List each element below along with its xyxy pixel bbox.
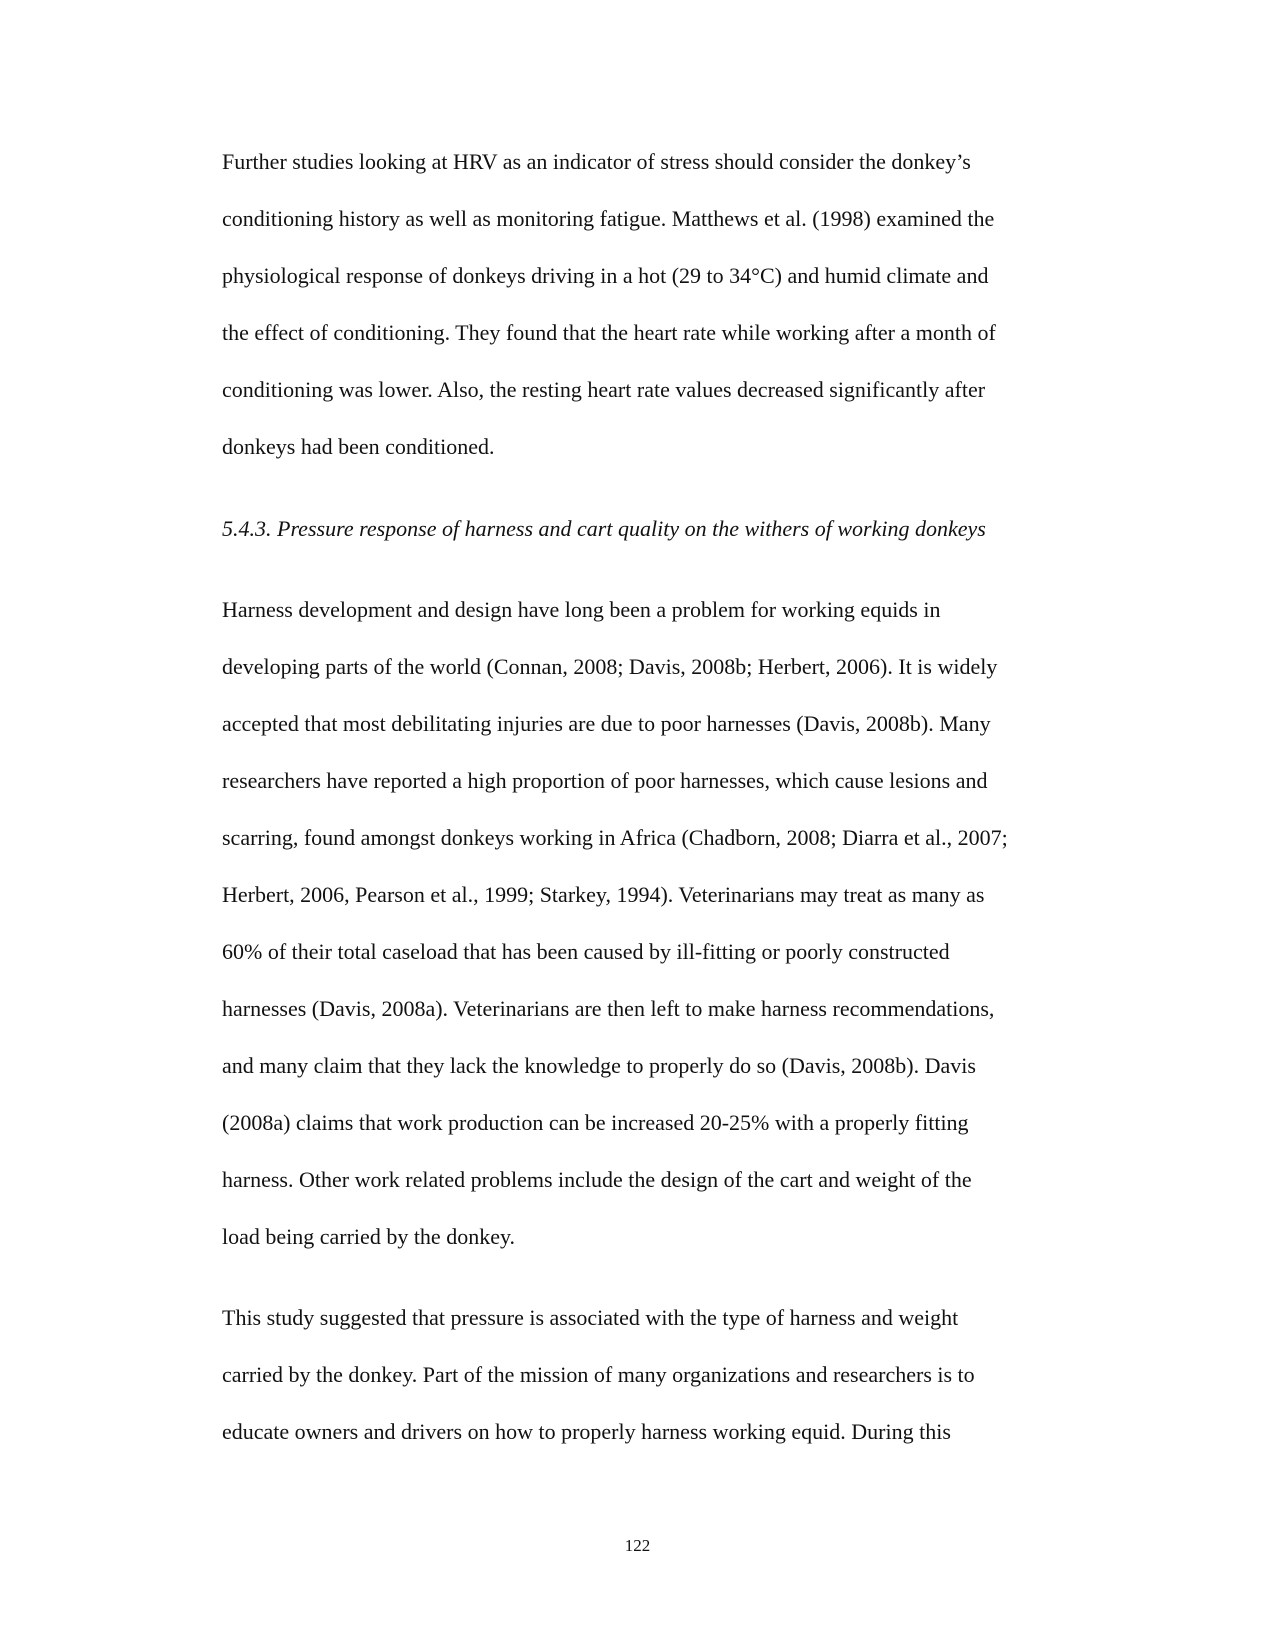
- text-line: the effect of conditioning. They found that the heart rate while working after a month of: [222, 320, 996, 345]
- text-line: harnesses (Davis, 2008a). Veterinarians are then left to make harness recommendations,: [222, 996, 995, 1021]
- text-line: Further studies looking at HRV as an indicator of stress should consider the donkey’s: [222, 149, 971, 174]
- text-line: carried by the donkey. Part of the mission of many organizations and researchers is to: [222, 1362, 975, 1387]
- text-line: harness. Other work related problems include the design of the cart and weight of the: [222, 1167, 972, 1192]
- text-line: 60% of their total caseload that has been caused by ill-fitting or poorly constructed: [222, 939, 950, 964]
- text-line: conditioning history as well as monitoring fatigue. Matthews et al. (1998) examined the: [222, 206, 995, 231]
- text-line: and many claim that they lack the knowledge to properly do so (Davis, 2008b). Davis: [222, 1053, 976, 1078]
- text-line: developing parts of the world (Connan, 2008; Davis, 2008b; Herbert, 2006). It is widely: [222, 654, 998, 679]
- text-line: Herbert, 2006, Pearson et al., 1999; Starkey, 1994). Veterinarians may treat as many as: [222, 882, 985, 907]
- text-line: educate owners and drivers on how to properly harness working equid. During this: [222, 1419, 951, 1444]
- text-line: physiological response of donkeys driving in a hot (29 to 34°C) and humid climate and: [222, 263, 989, 288]
- text-line: (2008a) claims that work production can be increased 20-25% with a properly fitting: [222, 1110, 969, 1135]
- page-number: 122: [624, 1536, 651, 1555]
- text-line: researchers have reported a high proportion of poor harnesses, which cause lesions and: [222, 768, 988, 793]
- text-line: This study suggested that pressure is associated with the type of harness and weight: [222, 1305, 959, 1330]
- text-line: scarring, found amongst donkeys working in Africa (Chadborn, 2008; Diarra et al., 2007;: [222, 825, 1008, 850]
- text-line: donkeys had been conditioned.: [222, 434, 495, 459]
- text-line: conditioning was lower. Also, the resting heart rate values decreased significantly after: [222, 377, 986, 402]
- text-line: load being carried by the donkey.: [222, 1224, 516, 1249]
- section-heading: 5.4.3. Pressure response of harness and cart quality on the withers of working donkeys: [222, 516, 986, 541]
- text-line: accepted that most debilitating injuries are due to poor harnesses (Davis, 2008b). Many: [222, 711, 991, 736]
- text-line: Harness development and design have long been a problem for working equids in: [222, 597, 941, 622]
